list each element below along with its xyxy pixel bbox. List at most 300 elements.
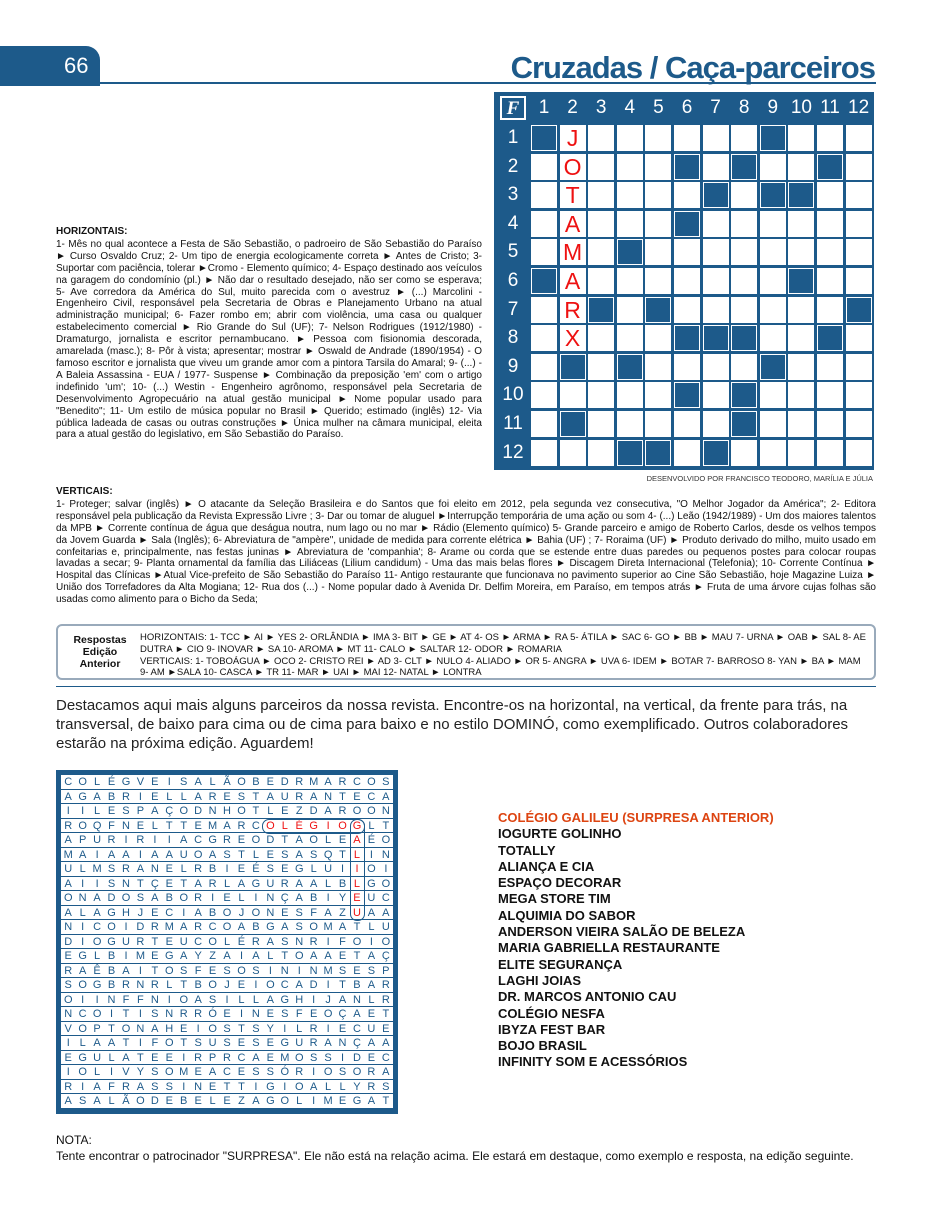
word-search-letter[interactable]: D [136, 921, 145, 934]
crossword-cell[interactable] [645, 211, 671, 237]
word-search-letter[interactable]: E [107, 805, 116, 818]
word-search-letter[interactable]: O [309, 834, 318, 847]
word-search-letter[interactable]: C [194, 935, 203, 948]
word-search-letter[interactable]: L [252, 993, 259, 1006]
word-search-letter[interactable]: I [254, 1080, 258, 1093]
word-search-letter[interactable]: S [309, 848, 318, 861]
crossword-cell[interactable] [788, 325, 814, 351]
crossword-cell[interactable] [588, 239, 614, 265]
word-search-letter[interactable]: O [78, 819, 87, 832]
crossword-cell[interactable] [731, 354, 757, 380]
word-search-letter[interactable]: E [165, 935, 173, 948]
word-search-letter[interactable]: O [222, 906, 232, 919]
word-search-letter[interactable]: R [64, 819, 73, 832]
crossword-cell[interactable] [674, 268, 700, 294]
word-search-letter[interactable]: A [194, 877, 202, 890]
word-search-letter[interactable]: A [295, 848, 303, 861]
word-search-letter[interactable]: I [369, 848, 373, 861]
word-search-letter[interactable]: I [326, 892, 330, 905]
crossword-cell[interactable] [846, 211, 872, 237]
word-search-letter[interactable]: S [165, 1080, 173, 1093]
word-search-letter[interactable]: E [194, 819, 202, 832]
word-search-letter[interactable]: A [266, 790, 275, 803]
word-search-letter[interactable]: C [78, 1008, 87, 1021]
word-search-letter[interactable]: M [164, 921, 174, 934]
word-search-letter[interactable]: A [93, 1095, 101, 1108]
crossword-cell[interactable] [617, 382, 643, 408]
word-search-letter[interactable]: H [121, 906, 130, 919]
word-search-letter[interactable]: R [194, 892, 203, 905]
word-search-letter[interactable]: O [237, 776, 246, 788]
word-search-letter[interactable]: V [136, 776, 145, 788]
crossword-cell[interactable] [846, 182, 872, 208]
word-search-letter[interactable]: M [323, 921, 333, 934]
word-search-letter[interactable]: S [338, 964, 347, 977]
crossword-cell[interactable] [617, 268, 643, 294]
word-search-letter[interactable]: M [208, 819, 218, 832]
crossword-cell[interactable] [760, 297, 786, 323]
word-search-letter[interactable]: O [179, 805, 188, 818]
word-search-letter[interactable]: S [237, 790, 246, 803]
word-search-letter[interactable]: S [367, 964, 376, 977]
word-search-letter[interactable]: A [93, 1037, 101, 1050]
word-search-letter[interactable]: E [353, 964, 361, 977]
word-search-letter[interactable]: A [223, 819, 231, 832]
word-search-letter[interactable]: N [352, 993, 361, 1006]
word-search-letter[interactable]: O [136, 1095, 145, 1108]
word-search-letter[interactable]: I [95, 848, 99, 861]
word-search-letter[interactable]: L [108, 1051, 115, 1064]
word-search-letter[interactable]: E [237, 979, 246, 992]
crossword-cell[interactable] [703, 354, 729, 380]
crossword-cell[interactable] [588, 382, 614, 408]
word-search-letter[interactable]: A [295, 892, 303, 905]
word-search-letter[interactable]: A [93, 892, 101, 905]
word-search-letter[interactable]: E [367, 1051, 376, 1064]
word-search-letter[interactable]: A [194, 776, 202, 788]
word-search-letter[interactable]: I [138, 1037, 142, 1050]
word-search-letter[interactable]: R [194, 1051, 203, 1064]
crossword-cell[interactable] [703, 125, 729, 151]
word-search-letter[interactable]: B [107, 950, 116, 963]
word-search-letter[interactable]: P [208, 1051, 217, 1064]
word-search-letter[interactable]: E [223, 1008, 231, 1021]
word-search-letter[interactable]: R [295, 776, 304, 788]
word-search-letter[interactable]: I [124, 834, 128, 847]
word-search-letter[interactable]: I [138, 964, 142, 977]
word-search-letter[interactable]: D [194, 805, 203, 818]
word-search-letter[interactable]: A [309, 1080, 318, 1093]
word-search-letter[interactable]: I [196, 1022, 200, 1035]
word-search-letter[interactable]: A [180, 950, 188, 963]
word-search-letter[interactable]: G [352, 1095, 362, 1108]
word-search-letter[interactable]: R [338, 805, 347, 818]
word-search-letter[interactable]: A [338, 993, 347, 1006]
word-search-letter[interactable]: I [81, 805, 85, 818]
word-search-letter[interactable]: I [268, 964, 272, 977]
word-search-letter[interactable]: C [352, 776, 361, 788]
word-search-letter[interactable]: E [165, 863, 173, 876]
crossword-cell[interactable] [846, 354, 872, 380]
crossword-cell[interactable] [645, 268, 671, 294]
word-search-letter[interactable]: L [79, 906, 86, 919]
word-search-letter[interactable]: E [237, 863, 246, 876]
word-search-letter[interactable]: A [382, 1066, 390, 1079]
word-search-letter[interactable]: E [237, 1037, 246, 1050]
crossword-cell[interactable] [731, 239, 757, 265]
word-search-letter[interactable]: A [151, 892, 159, 905]
crossword-cell[interactable] [760, 440, 786, 466]
word-search-letter[interactable]: I [167, 993, 171, 1006]
crossword-cell[interactable] [617, 411, 643, 437]
word-search-letter[interactable]: R [64, 964, 73, 977]
word-search-letter[interactable]: N [266, 906, 275, 919]
word-search-letter[interactable]: R [194, 1008, 203, 1021]
word-search-letter[interactable]: A [122, 964, 130, 977]
word-search-letter[interactable]: I [312, 993, 316, 1006]
word-search-letter[interactable]: S [180, 776, 188, 788]
word-search-letter[interactable]: T [180, 1037, 188, 1050]
word-search-letter[interactable]: O [251, 906, 261, 919]
word-search-letter[interactable]: R [121, 790, 130, 803]
word-search-letter[interactable]: T [122, 1037, 130, 1050]
word-search-letter[interactable]: R [309, 1022, 318, 1035]
word-search-letter[interactable]: L [368, 921, 375, 934]
word-search-letter[interactable]: L [267, 950, 274, 963]
word-search-letter[interactable]: V [122, 1066, 130, 1079]
word-search-letter[interactable]: A [324, 906, 332, 919]
word-search-letter[interactable]: B [208, 863, 217, 876]
crossword-cell[interactable] [674, 297, 700, 323]
crossword-cell[interactable] [645, 325, 671, 351]
word-search-letter[interactable]: N [280, 964, 289, 977]
word-search-letter[interactable]: T [382, 1095, 390, 1108]
word-search-letter[interactable]: A [367, 950, 376, 963]
word-search-letter[interactable]: I [312, 1066, 316, 1079]
word-search-letter[interactable]: I [182, 1080, 186, 1093]
word-search-letter[interactable]: B [107, 964, 116, 977]
word-search-letter[interactable]: R [107, 834, 116, 847]
crossword-cell[interactable] [645, 239, 671, 265]
word-search-letter[interactable]: D [266, 834, 275, 847]
word-search-letter[interactable]: C [381, 1051, 390, 1064]
crossword-cell[interactable] [617, 154, 643, 180]
word-search-letter[interactable]: T [353, 921, 361, 934]
crossword-cell[interactable] [674, 411, 700, 437]
word-search-letter[interactable]: I [138, 790, 142, 803]
word-search-letter[interactable]: L [209, 1095, 216, 1108]
word-search-letter[interactable]: G [294, 863, 304, 876]
word-search-letter[interactable]: C [223, 1066, 231, 1079]
crossword-cell[interactable] [617, 325, 643, 351]
word-search-letter[interactable]: L [238, 993, 245, 1006]
word-search-letter[interactable]: N [208, 805, 217, 818]
crossword-cell[interactable] [588, 182, 614, 208]
word-search-letter[interactable]: C [367, 790, 376, 803]
word-search-letter[interactable]: S [382, 1080, 390, 1093]
word-search-letter[interactable]: D [309, 805, 318, 818]
word-search-letter[interactable]: T [238, 848, 245, 861]
word-search-letter[interactable]: A [367, 906, 376, 919]
word-search-letter[interactable]: I [110, 1066, 114, 1079]
word-search-letter[interactable]: C [194, 834, 203, 847]
word-search-letter[interactable]: O [193, 848, 203, 861]
word-search-letter[interactable]: O [63, 892, 73, 905]
word-search-letter[interactable]: E [266, 848, 275, 861]
word-search-letter[interactable]: E [64, 950, 72, 963]
word-search-letter[interactable]: E [309, 1008, 318, 1021]
word-search-letter[interactable]: C [280, 979, 289, 992]
word-search-letter[interactable]: O [165, 1066, 174, 1079]
crossword-cell[interactable] [617, 297, 643, 323]
crossword-cell[interactable] [760, 154, 786, 180]
word-search-letter[interactable]: I [66, 1037, 70, 1050]
word-search-letter[interactable]: E [367, 1008, 376, 1021]
crossword-cell[interactable] [617, 182, 643, 208]
word-search-letter[interactable]: N [338, 1037, 347, 1050]
word-search-letter[interactable]: N [165, 1008, 174, 1021]
word-search-letter[interactable]: F [122, 993, 130, 1006]
word-search-letter[interactable]: I [81, 993, 85, 1006]
word-search-letter[interactable]: I [225, 863, 229, 876]
word-search-letter[interactable]: I [182, 1051, 186, 1064]
word-search-letter[interactable]: Ã [122, 1095, 130, 1108]
word-search-letter[interactable]: A [295, 834, 303, 847]
word-search-letter[interactable]: I [110, 1008, 114, 1021]
crossword-cell[interactable] [560, 325, 586, 351]
word-search-letter[interactable]: O [179, 892, 188, 905]
word-search-letter[interactable]: A [367, 979, 376, 992]
word-search-letter[interactable]: E [281, 906, 289, 919]
word-search-letter[interactable]: O [323, 1008, 333, 1021]
crossword-cell[interactable] [788, 154, 814, 180]
crossword-cell[interactable] [703, 154, 729, 180]
word-search-letter[interactable]: S [223, 1037, 231, 1050]
word-search-letter[interactable]: R [208, 877, 217, 890]
word-search-letter[interactable]: A [252, 950, 260, 963]
word-search-letter[interactable]: É [252, 863, 260, 876]
word-search-letter[interactable]: T [353, 950, 361, 963]
word-search-letter[interactable]: R [121, 979, 130, 992]
word-search-letter[interactable]: S [266, 863, 275, 876]
word-search-letter[interactable]: É [107, 776, 116, 788]
word-search-letter[interactable]: P [93, 1022, 101, 1035]
word-search-letter[interactable]: R [295, 1066, 304, 1079]
word-search-letter[interactable]: O [92, 935, 102, 948]
word-search-letter[interactable]: T [180, 979, 188, 992]
word-search-letter[interactable]: I [66, 1066, 70, 1079]
crossword-cell[interactable] [531, 182, 557, 208]
word-search-letter[interactable]: I [384, 863, 388, 876]
word-search-letter[interactable]: F [339, 935, 346, 948]
word-search-letter[interactable]: A [382, 906, 390, 919]
word-search-letter[interactable]: I [95, 877, 99, 890]
word-search-letter[interactable]: N [194, 1080, 203, 1093]
word-search-letter[interactable]: E [338, 834, 347, 847]
word-search-letter[interactable]: Z [339, 906, 346, 919]
crossword-cell[interactable] [788, 382, 814, 408]
word-search-letter[interactable]: O [92, 1008, 102, 1021]
word-search-letter[interactable]: A [64, 906, 72, 919]
crossword-cell[interactable] [560, 382, 586, 408]
word-search-letter[interactable]: D [150, 1095, 159, 1108]
crossword-cell[interactable] [788, 354, 814, 380]
crossword-cell[interactable] [703, 297, 729, 323]
word-search-letter[interactable]: U [352, 906, 361, 919]
word-search-letter[interactable]: E [382, 1022, 390, 1035]
word-search-letter[interactable]: S [252, 964, 260, 977]
crossword-cell[interactable] [560, 440, 586, 466]
word-search-letter[interactable]: E [338, 1022, 347, 1035]
word-search-letter[interactable]: J [137, 906, 144, 919]
crossword-cell[interactable] [674, 125, 700, 151]
word-search-letter[interactable]: I [81, 877, 85, 890]
word-search-letter[interactable]: O [121, 892, 131, 905]
word-search-letter[interactable]: G [266, 1080, 275, 1093]
crossword-cell[interactable] [817, 354, 843, 380]
word-search-letter[interactable]: A [295, 877, 303, 890]
word-search-letter[interactable]: B [309, 892, 318, 905]
crossword-cell[interactable] [817, 411, 843, 437]
word-search-letter[interactable]: A [194, 993, 202, 1006]
word-search-letter[interactable]: B [107, 979, 116, 992]
word-search-letter[interactable]: O [309, 921, 318, 934]
word-search-letter[interactable]: T [339, 848, 346, 861]
crossword-cell[interactable] [674, 182, 700, 208]
word-search-letter[interactable]: T [180, 819, 188, 832]
word-search-letter[interactable]: A [151, 1022, 159, 1035]
crossword-cell[interactable] [846, 325, 872, 351]
word-search-letter[interactable]: I [326, 819, 330, 832]
word-search-letter[interactable]: A [136, 863, 145, 876]
word-search-letter[interactable]: U [179, 935, 188, 948]
word-search-letter[interactable]: R [280, 877, 289, 890]
word-search-letter[interactable]: I [254, 892, 258, 905]
word-search-letter[interactable]: P [78, 834, 87, 847]
word-search-letter[interactable]: A [151, 805, 159, 818]
word-search-letter[interactable]: A [353, 834, 361, 847]
word-search-letter[interactable]: O [165, 964, 174, 977]
word-search-letter[interactable]: G [280, 993, 290, 1006]
word-search-letter[interactable]: I [225, 993, 229, 1006]
crossword-cell[interactable] [588, 440, 614, 466]
word-search-letter[interactable]: A [194, 790, 202, 803]
word-search-letter[interactable]: E [338, 950, 347, 963]
word-search-letter[interactable]: I [124, 921, 128, 934]
word-search-letter[interactable]: N [381, 805, 390, 818]
crossword-cell[interactable] [817, 182, 843, 208]
word-search-letter[interactable]: T [122, 1008, 130, 1021]
word-search-letter[interactable]: L [94, 776, 101, 788]
word-search-letter[interactable]: S [252, 1066, 260, 1079]
word-search-letter[interactable]: T [165, 819, 173, 832]
word-search-letter[interactable]: L [223, 877, 231, 890]
word-search-letter[interactable]: L [339, 1080, 346, 1093]
word-search-letter[interactable]: N [64, 1008, 73, 1021]
crossword-cell[interactable] [645, 125, 671, 151]
word-search-letter[interactable]: Ç [165, 805, 174, 818]
word-search-letter[interactable]: G [367, 877, 376, 890]
word-search-letter[interactable]: L [180, 863, 187, 876]
crossword-cell[interactable] [760, 211, 786, 237]
word-search-letter[interactable]: N [78, 892, 87, 905]
crossword-cell[interactable] [645, 382, 671, 408]
word-search-letter[interactable]: R [121, 1080, 130, 1093]
word-search-letter[interactable]: B [338, 877, 347, 890]
word-search-letter[interactable]: I [326, 935, 330, 948]
word-search-letter[interactable]: A [266, 993, 275, 1006]
word-search-letter[interactable]: O [381, 877, 391, 890]
word-search-letter[interactable]: S [266, 1066, 275, 1079]
word-search-letter[interactable]: O [266, 819, 275, 832]
word-search-letter[interactable]: L [209, 776, 216, 788]
word-search-letter[interactable]: L [353, 877, 361, 890]
word-search-letter[interactable]: T [238, 1022, 245, 1035]
word-search-letter[interactable]: É [295, 819, 303, 832]
word-search-letter[interactable]: L [325, 834, 332, 847]
word-search-letter[interactable]: O [352, 935, 362, 948]
crossword-cell[interactable] [588, 411, 614, 437]
word-search-letter[interactable]: A [281, 921, 289, 934]
word-search-letter[interactable]: E [266, 1037, 275, 1050]
crossword-cell[interactable] [588, 325, 614, 351]
word-search-letter[interactable]: S [151, 1080, 159, 1093]
crossword-cell[interactable] [674, 239, 700, 265]
crossword-cell[interactable] [703, 268, 729, 294]
crossword-cell[interactable] [731, 440, 757, 466]
crossword-cell[interactable] [531, 411, 557, 437]
word-search-letter[interactable]: É [367, 834, 376, 847]
word-search-letter[interactable]: E [151, 1051, 159, 1064]
word-search-letter[interactable]: S [252, 1022, 260, 1035]
crossword-cell[interactable] [560, 211, 586, 237]
word-search-letter[interactable]: J [238, 906, 245, 919]
word-search-letter[interactable]: Ç [381, 950, 390, 963]
crossword-cell[interactable] [703, 211, 729, 237]
word-search-letter[interactable]: U [64, 863, 73, 876]
word-search-letter[interactable]: U [208, 1037, 217, 1050]
word-search-letter[interactable]: E [64, 1051, 72, 1064]
word-search-letter[interactable]: A [122, 848, 130, 861]
word-search-letter[interactable]: E [266, 1008, 275, 1021]
word-search-letter[interactable]: Z [238, 1095, 245, 1108]
crossword-cell[interactable] [817, 382, 843, 408]
word-search-letter[interactable]: I [167, 776, 171, 788]
crossword-cell[interactable] [760, 325, 786, 351]
word-search-letter[interactable]: S [151, 1066, 159, 1079]
word-search-letter[interactable]: I [153, 834, 157, 847]
word-search-letter[interactable]: T [339, 979, 346, 992]
word-search-letter[interactable]: L [368, 993, 375, 1006]
crossword-cell[interactable] [560, 297, 586, 323]
word-search-letter[interactable]: L [296, 1095, 303, 1108]
word-search-letter[interactable]: L [166, 790, 173, 803]
word-search-letter[interactable]: U [367, 892, 376, 905]
crossword-cell[interactable] [560, 125, 586, 151]
word-search-letter[interactable]: G [208, 834, 217, 847]
crossword-cell[interactable] [674, 440, 700, 466]
word-search-letter[interactable]: I [167, 834, 171, 847]
word-search-letter[interactable]: O [338, 819, 347, 832]
word-search-letter[interactable]: F [108, 1080, 115, 1093]
crossword-cell[interactable] [731, 211, 757, 237]
word-search-letter[interactable]: M [135, 950, 145, 963]
word-search-letter[interactable]: E [353, 892, 361, 905]
crossword-cell[interactable] [588, 268, 614, 294]
word-search-letter[interactable]: S [136, 892, 145, 905]
word-search-letter[interactable]: B [252, 776, 260, 788]
word-search-letter[interactable]: E [266, 1051, 275, 1064]
